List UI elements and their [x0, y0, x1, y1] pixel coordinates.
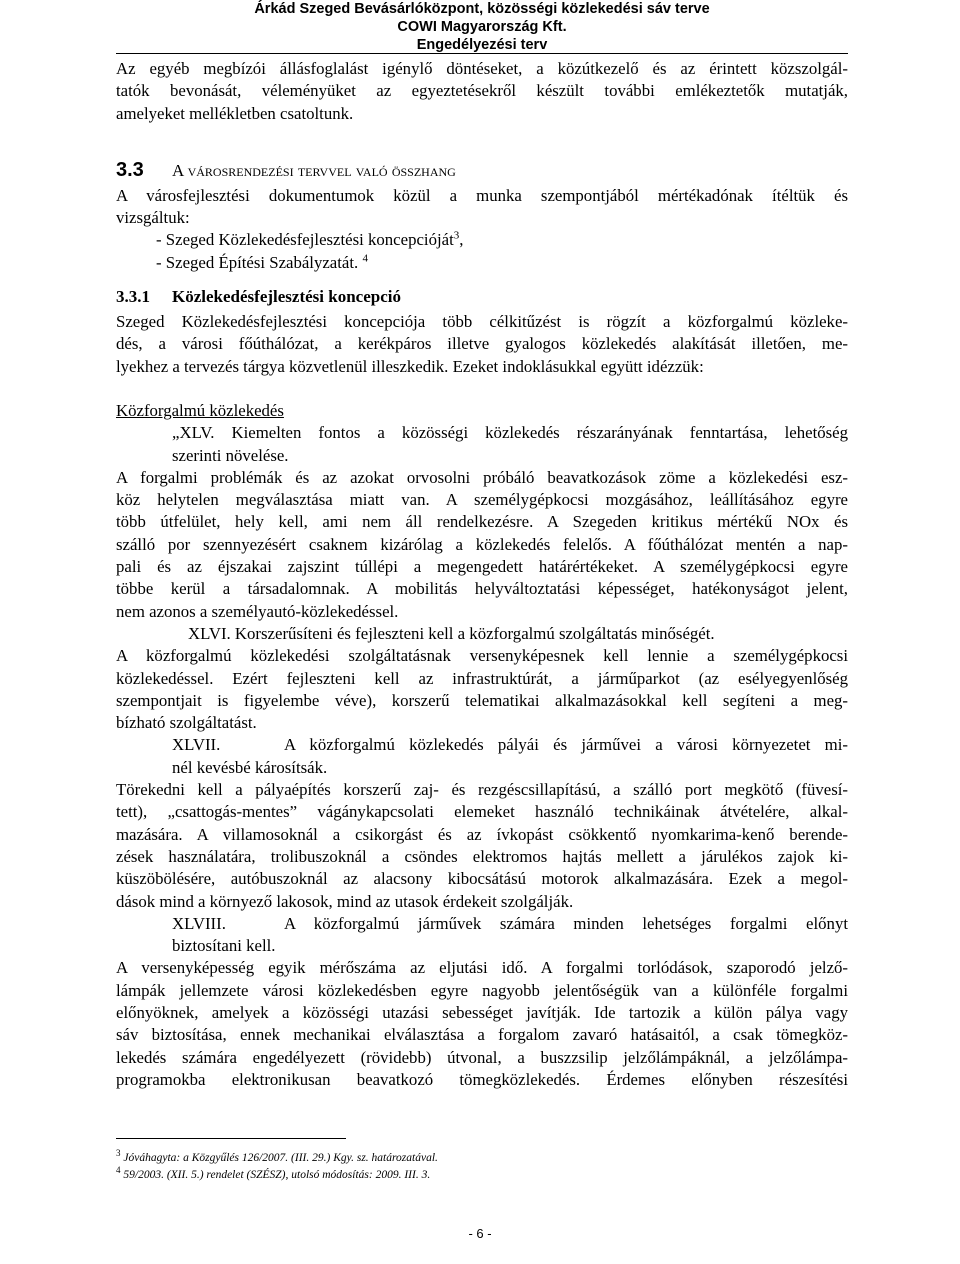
- xlviii-line: [116, 913, 848, 935]
- p1-line: köz helytelen megválasztása miatt van. A személygépkocsi mozgásához, leállításához egyre: [116, 490, 848, 510]
- p3-line: Törekedni kell a pályaépítés korszerű zaj- és rezgéscsillapítású, a szálló port megkötő (füvesí-: [116, 780, 848, 800]
- p2-line: A közforgalmú közlekedési szolgáltatásnak versenyképesnek kell lennie a személygépkocsi: [116, 646, 848, 666]
- xlvii-line: [116, 734, 848, 756]
- footnote: [116, 1150, 848, 1167]
- bullet-punct: ,: [459, 230, 464, 250]
- footnote-mark: 4: [116, 1165, 121, 1176]
- p4-line: előnyöknek, amelyek a közösségi utazási sebességet javítják. Ide tartozik a külön pálya vagy: [116, 1002, 848, 1022]
- p1-line: több útfelület, hely kell, ami nem áll rendelkezésre. A Szegeden kritikus mértékű NOx és: [116, 512, 848, 532]
- intro-line: tatók bevonását, véleményüket az egyeztetésekről készült további emlékeztetők mutatják,: [116, 81, 848, 101]
- p3-line: küszöbölésére, autóbuszoknál az alacsony kibocsátású motorok alkalmazására. Ezek a megol-: [116, 869, 848, 889]
- bullet-text: - Szeged Építési Szabályzatát.: [156, 252, 359, 272]
- bullet-szabalyzat: [116, 252, 848, 274]
- header-company: COWI Magyarország Kft.: [397, 19, 567, 35]
- p2-line: közlekedéssel. Ezért fejleszteni kell az infrastruktúrát, a járműparkot (az esélyegyenlőség: [116, 668, 848, 688]
- xlv-line: „XLV. Kiemelten fontos a közösségi közlekedés részarányának fenntartása, lehetőség: [172, 423, 848, 443]
- page-header: [116, 0, 848, 54]
- section-para-line: vizsgáltuk:: [116, 208, 190, 228]
- kozforgalmu-heading: Közforgalmú közlekedés: [116, 400, 284, 420]
- p1-line: szálló por szennyezésért csaknem kizárólag a közlekedés felelős. A főúthálózat mentén a nap-: [116, 534, 848, 554]
- p4-line: lámpák jellemzete városi közlekedésben egyre nagyobb jelentőségük van a különféle forgalmi: [116, 980, 848, 1000]
- p3-line: tett), „csattogás-mentes” vágánykapcsolati elemeket használó technikáinak átvételére, alkal-: [116, 802, 848, 822]
- subsection-number: 3.3.1: [116, 287, 150, 307]
- xlvii-line: nél kevésbé károsítsák.: [172, 757, 328, 777]
- p4-line: programokba elektronikusan beavatkozó tömegközlekedés. Érdemes előnyben részesítési: [116, 1069, 848, 1089]
- p3-line: dások mind a környező lakosok, mind az utasok érdekeit szolgálják.: [116, 891, 574, 911]
- intro-line: amelyeket mellékletben csatoltunk.: [116, 103, 354, 123]
- p1-line: pali és az éjszakai zajszint túllépi a megengedett határértékeket. A személygépkocsi egyre: [116, 557, 848, 577]
- p1-line: nem azonos a személyautó-közlekedéssel.: [116, 601, 399, 621]
- xlviii-line: biztosítani kell.: [172, 936, 276, 956]
- xlvii-number: XLVII.: [172, 735, 221, 755]
- footnote-ref: 4: [362, 252, 368, 265]
- section-number: 3.3: [116, 158, 144, 181]
- bullet-text: - Szeged Közlekedésfejlesztési koncepcióját: [156, 230, 454, 250]
- footnote-separator: [116, 1138, 346, 1139]
- xlv-line: szerinti növelése.: [172, 445, 289, 465]
- footnote-mark: 3: [116, 1148, 121, 1159]
- xlvii-text: A közforgalmú közlekedés pályái és járművei a városi környezetet mi-: [284, 735, 848, 755]
- p4-line: A versenyképesség egyik mérőszáma az eljutási idő. A forgalmi torlódások, szaporodó jelző-: [116, 958, 848, 978]
- xlvi-line: XLVI. Korszerűsíteni és fejleszteni kell a közforgalmú szolgáltatás minőségét.: [188, 623, 715, 643]
- subsection-heading: [116, 285, 848, 309]
- footnote-ref: 3: [453, 229, 460, 242]
- footnote-text: Jóváhagyta: a Közgyűlés 126/2007. (III. 29.) Kgy. sz. határozatával.: [123, 1152, 438, 1164]
- p1-line: A forgalmi problémák és az azokat orvosolni próbáló beavatkozások zöme a közlekedési esz-: [116, 467, 848, 487]
- header-project-title: Árkád Szeged Bevásárlóközpont, közösségi közlekedési sáv terve: [254, 1, 710, 17]
- xlviii-number: XLVIII.: [172, 913, 226, 933]
- bullet-koncepcio: [116, 229, 848, 251]
- p4-line: lekedés számára engedélyezett (rövidebb) útvonal, a buszzsilip jelzőlámpáknál, a jelzőlámpa-: [116, 1047, 848, 1067]
- section-heading: [116, 158, 848, 183]
- subsection-para-line: lyekhez a tervezés tárgya közvetlenül illeszkedik. Ezeket indoklásukkal együtt idézzük:: [116, 356, 704, 376]
- header-doc-type: Engedélyezési terv: [416, 37, 548, 53]
- page-number: - 6 -: [468, 1226, 492, 1241]
- xlviii-text: A közforgalmú járművek számára minden lehetséges forgalmi előnyt: [284, 913, 848, 933]
- p3-line: mazására. A villamosoknál a csikorgást és az ívkopást csökkentő nyomkarima-kenő berende-: [116, 824, 848, 844]
- footnote: [116, 1167, 848, 1184]
- subsection-para-line: Szeged Közlekedésfejlesztési koncepciója több célkitűzést is rögzít a közforgalmú közleke-: [116, 312, 848, 332]
- header-rule: [116, 53, 848, 54]
- p3-line: zések használatára, trolibuszoknál a csöndes elektromos hajtás mellett a járulékos zajok ki-: [116, 846, 848, 866]
- subsection-para-line: dés, a városi főúthálózat, a kerékpáros illetve gyalogos közlekedés alakítását illetően, me-: [116, 334, 848, 354]
- page-body: [116, 58, 848, 1091]
- section-title: A városrendezési tervvel való összhang: [172, 160, 456, 180]
- p1-line: többe kerül a társadalomnak. A mobilitás helyváltoztatási képességet, hatékonyságot jelent,: [116, 579, 848, 599]
- intro-line: Az egyéb megbízói állásfoglalást igénylő döntéseket, a közútkezelő és az érintett közszolgál-: [116, 59, 848, 78]
- p2-line: bízható szolgáltatást.: [116, 713, 257, 733]
- footnote-text: 59/2003. (XII. 5.) rendelet (SZÉSZ), utolsó módosítás: 2009. III. 3.: [123, 1169, 431, 1181]
- section-para-line: A városfejlesztési dokumentumok közül a munka szempontjából mértékadónak ítéltük és: [116, 185, 848, 205]
- p4-line: sáv biztosítása, ennek mechanikai elválasztása a forgalom zavaró hatásaitól, a csak tömegköz-: [116, 1025, 848, 1045]
- footnotes: [116, 1150, 848, 1184]
- p2-line: szempontjait is figyelembe véve), korszerű telematikai alkalmazásokkal kell segíteni a meg-: [116, 690, 848, 710]
- subsection-title: Közlekedésfejlesztési koncepció: [172, 287, 401, 307]
